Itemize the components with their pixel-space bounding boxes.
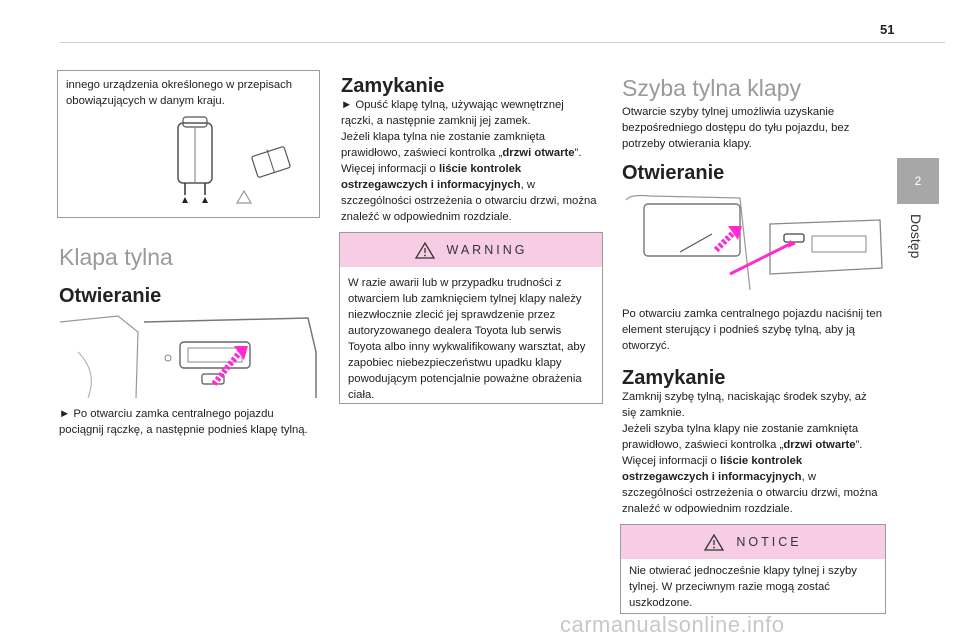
watermark: carmanualsonline.info: [560, 612, 785, 637]
closing-info-text-1: Jeżeli klapa tylna nie zostanie zamknięta prawidłowo, zaświeci kontrolka „: [341, 131, 546, 159]
closing-info-warning-lights: liście kontrolek ostrzegawczych i informacyjnych: [341, 163, 522, 191]
warning-header: [340, 233, 602, 267]
window-info-text-3: , w szczególności ostrzeżenia o otwarciu drzwi, można znaleźć w odpowiednim rozdziale.: [622, 471, 878, 515]
closing-info-text-2: ”. Więcej informacji o: [341, 147, 582, 175]
closing-info-text-3: , w szczególności ostrzeżenia o otwarciu drzwi, można znaleźć w odpowiednim rozdziale.: [341, 179, 597, 223]
rear-window-close-step: Zamknij szybę tylną, naciskając środek szyby, aż się zamknie.: [622, 391, 867, 419]
rear-window-intro: Otwarcie szyby tylnej umożliwia uzyskanie bezpośredniego dostępu do tyłu pojazdu, bez potrzeby otwierania klapy.: [622, 106, 850, 150]
header-divider: [60, 42, 945, 43]
warning-icon: [415, 242, 435, 259]
chapter-tab[interactable]: [897, 158, 939, 204]
section-title-closing: Zamykanie: [341, 75, 445, 97]
page-number: 51: [880, 22, 895, 37]
subsection-open-tailgate: Otwieranie: [59, 285, 162, 307]
window-info-text-2: ”. Więcej informacji o: [622, 439, 863, 467]
section-title-tailgate: Klapa tylna: [59, 244, 173, 270]
rear-window-close-info: [622, 421, 884, 517]
info-box-text: innego urządzenia określonego w przepisach obowiązujących w danym kraju.: [66, 79, 293, 107]
warning-box: [339, 232, 603, 404]
tailgate-open-step: ► Po otwarciu zamka centralnego pojazdu pociągnij rączkę, a następnie podnieś klapę tylną.: [59, 408, 308, 436]
van-dimension-illustration: [158, 113, 298, 213]
section-title-rear-window: Szyba tylna klapy: [622, 75, 801, 101]
subsection-open-window: Otwieranie: [622, 162, 725, 184]
info-box: [57, 70, 320, 218]
notice-header: [621, 525, 885, 559]
chapter-label: Dostęp: [908, 214, 924, 259]
rear-window-open-step: Po otwarciu zamka centralnego pojazdu naciśnij ten element sterujący i podnieś szybę tylną, aby ją otworzyć.: [622, 308, 882, 352]
notice-text: Nie otwierać jednocześnie klapy tylnej i szyby tylnej. W przeciwnym razie mogą zostać uszkodzone.: [629, 565, 857, 609]
closing-info-door-open: drzwi otwarte: [502, 147, 575, 159]
warning-text: W razie awarii lub w przypadku trudności z otwarciem lub zamknięciem tylnej klapy należy niezwłocznie zlecić jej sprawdzenie przez autoryzowanego dealera Toyota lub serwis Toyota albo inny wykwalifikowany warsztat, aby zapobiec niebezpieczeństwu upadku klapy powodującym potencjalnie poważne obrażenia ciała.: [348, 277, 586, 401]
notice-title: NOTICE: [736, 535, 802, 549]
warning-title: WARNING: [446, 243, 528, 257]
window-info-door-open: drzwi otwarte: [783, 439, 856, 451]
window-info-text-1: Jeżeli szyba tylna klapy nie zostanie zamknięta prawidłowo, zaświeci kontrolka „: [622, 423, 859, 451]
window-info-warning-lights: liście kontrolek ostrzegawczych i informacyjnych: [622, 455, 803, 483]
notice-box: [620, 524, 886, 614]
subsection-close-window: Zamykanie: [622, 367, 726, 389]
notice-icon: [704, 534, 724, 551]
rear-window-illustration: [620, 194, 885, 294]
chapter-number: 2: [914, 174, 922, 188]
closing-info: [341, 129, 599, 225]
tailgate-handle-illustration: [58, 312, 320, 398]
closing-step: ► Opuść klapę tylną, używając wewnętrznej rączki, a następnie zamknij jej zamek.: [341, 99, 564, 127]
